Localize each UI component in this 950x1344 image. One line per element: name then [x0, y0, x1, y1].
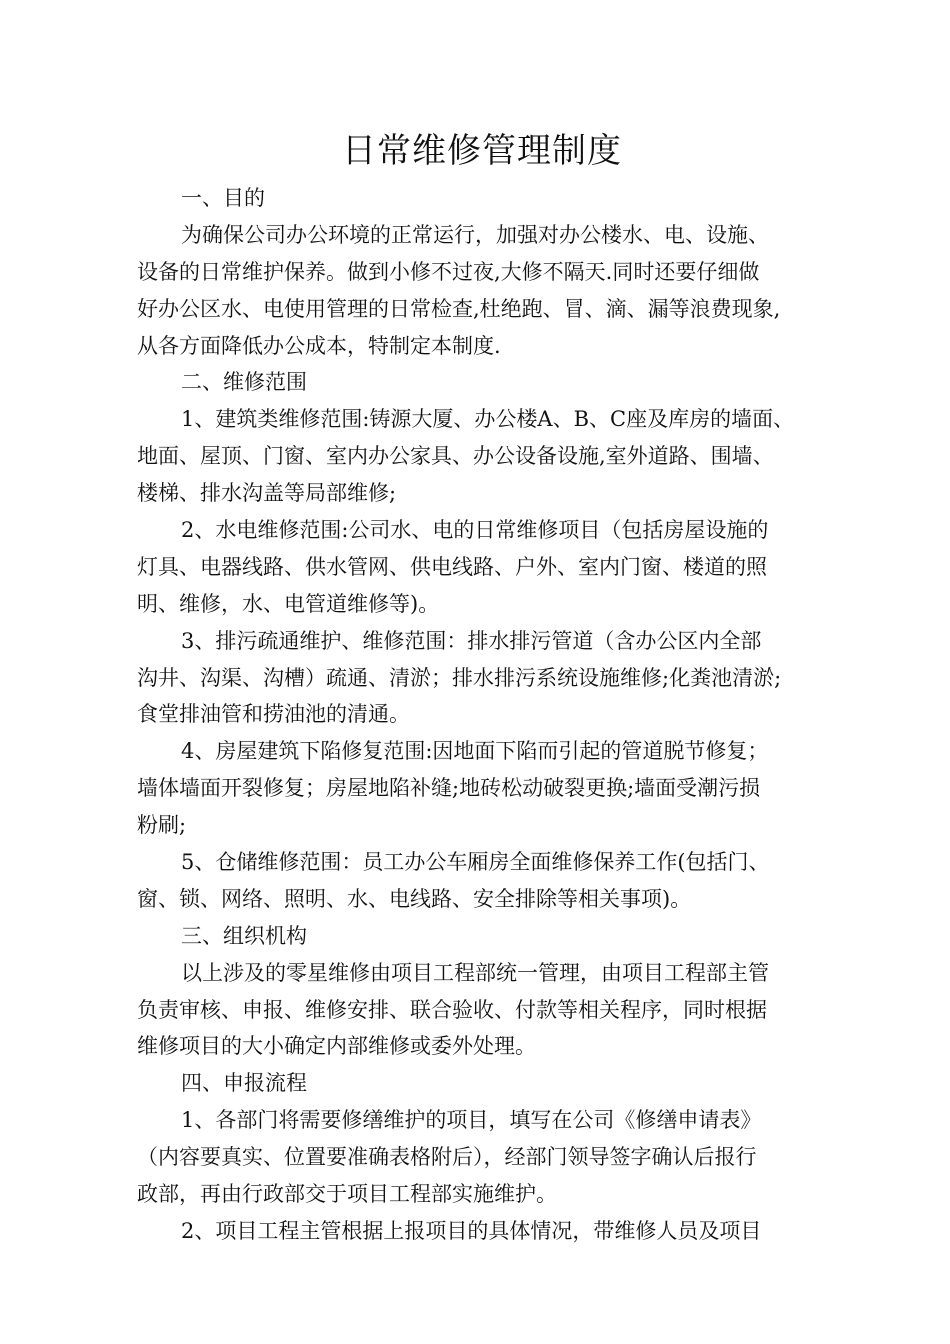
- text-line: 窗、锁、网络、照明、水、电线路、安全排除等相关事项)。: [137, 886, 692, 911]
- text-line: 地面、屋顶、门窗、室内办公家具、办公设备设施,室外道路、围墙、: [137, 444, 774, 469]
- text-line: 墙体墙面开裂修复；房屋地陷补缝;地砖松动破裂更换;墙面受潮污损: [137, 776, 761, 801]
- text-line: 粉刷;: [137, 813, 187, 838]
- text-line: 1、各部门将需要修缮维护的项目，填写在公司《修缮申请表》: [181, 1108, 762, 1133]
- text-line: 负责审核、申报、维修安排、联合验收、付款等相关程序，同时根据: [137, 997, 767, 1022]
- text-line: 2、项目工程主管根据上报项目的具体情况，带维修人员及项目: [181, 1218, 762, 1243]
- text-line: 以上涉及的零星维修由项目工程部统一管理，由项目工程部主管: [181, 960, 769, 985]
- document-body: [137, 180, 827, 1250]
- text-line: 沟井、沟渠、沟槽）疏通、清淤；排水排污系统设施维修;化粪池清淤;: [137, 665, 782, 690]
- text-line: 食堂排油管和捞油池的清通。: [137, 702, 410, 727]
- text-line: 一、目的: [181, 186, 265, 210]
- text-line: 政部，再由行政部交于项目工程部实施维护。: [137, 1182, 557, 1207]
- document-page: [137, 128, 827, 1250]
- text-line: 明、维修，水、电管道维修等)。: [137, 591, 440, 616]
- text-line: 4、房屋建筑下陷修复范围:因地面下陷而引起的管道脱节修复；: [181, 739, 769, 764]
- text-line: （内容要真实、位置要准确表格附后），经部门领导签字确认后报行: [137, 1145, 757, 1170]
- text-line: 灯具、电器线路、供水管网、供电线路、户外、室内门窗、楼道的照: [137, 554, 767, 579]
- text-line: 维修项目的大小确定内部维修或委外处理。: [137, 1034, 536, 1059]
- text-line: 5、仓储维修范围：员工办公车厢房全面维修保养工作(包括门、: [181, 850, 770, 875]
- text-line: 从各方面降低办公成本，特制定本制度.: [137, 333, 501, 358]
- text-line: 3、排污疏通维护、维修范围：排水排污管道（含办公区内全部: [181, 628, 762, 653]
- text-line: 2、水电维修范围:公司水、电的日常维修项目（包括房屋设施的: [181, 518, 769, 543]
- text-line: 四、申报流程: [181, 1071, 307, 1096]
- text-line: 楼梯、排水沟盖等局部维修;: [137, 481, 397, 506]
- text-line: 三、组织机构: [181, 923, 307, 948]
- text-line: 二、维修范围: [181, 370, 307, 395]
- text-line: 为确保公司办公环境的正常运行，加强对办公楼水、电、设施、: [181, 222, 769, 247]
- text-line: 设备的日常维护保养。做到小修不过夜,大修不隔天.同时还要仔细做: [137, 259, 760, 284]
- document-title: 日常维修管理制度: [342, 131, 622, 171]
- text-line: 1、建筑类维修范围:铸源大厦、办公楼A、B、C座及库房的墙面、: [181, 407, 795, 432]
- text-line: 好办公区水、电使用管理的日常检查,杜绝跑、冒、滴、漏等浪费现象,: [137, 296, 781, 321]
